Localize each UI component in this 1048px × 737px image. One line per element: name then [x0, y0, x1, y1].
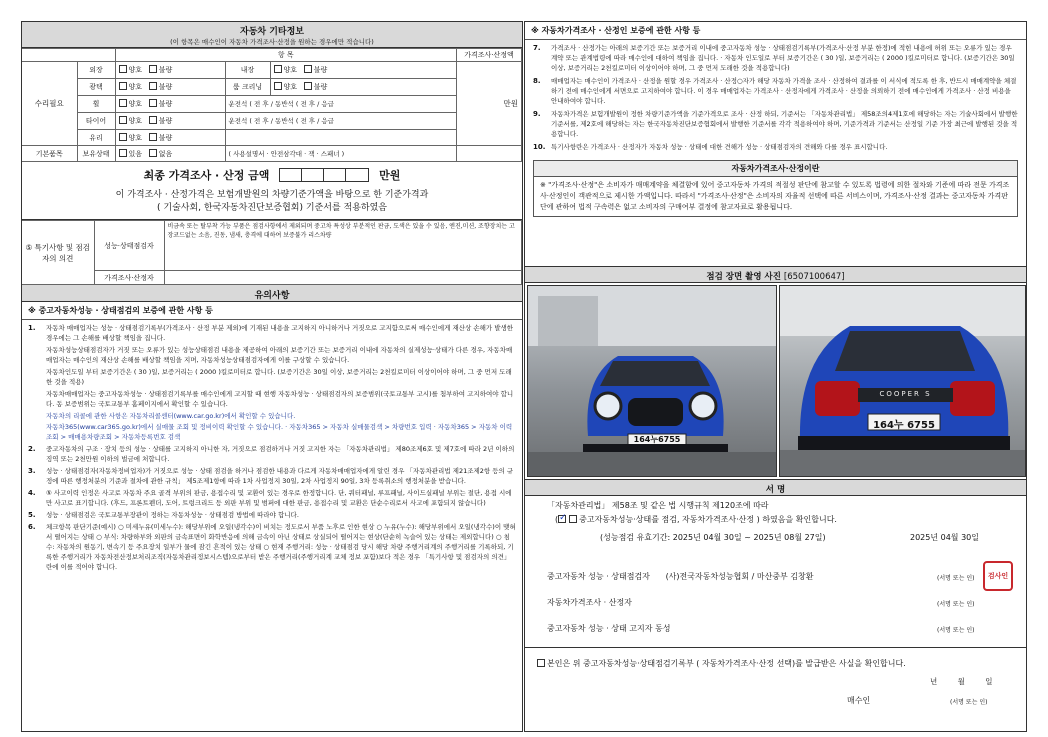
item-number [28, 422, 46, 442]
front-plate: 164누6755 [633, 435, 681, 444]
final-price-unit: 만원 [379, 169, 401, 182]
notice-subheader: ※ 중고자동차성능 · 상태점검의 보증에 관한 사항 등 [22, 302, 522, 320]
item-text: 특기사항란은 가격조사 · 산정자가 자동차 성능 · 상태에 대한 견해가 성능 · 상태점검자의 견해와 다를 경우 표시합니다. [551, 143, 888, 151]
checkbox[interactable] [149, 116, 157, 124]
row-name: 유리 [77, 130, 115, 146]
option-label: 양호 [128, 100, 143, 108]
confirm-text: 중고자동차성능·상태를 점검, 자동차가격조사·산정 ) 하였음을 확인합니다. [579, 515, 837, 524]
option-label: 불량 [158, 133, 173, 142]
row-name: 내장 [225, 62, 270, 79]
item-text: 성능 · 상태점검은 국토교통부장관이 정하는 자동차성능 · 상태점검 방법에 따라야 합니다. [46, 511, 299, 519]
special-notes-table [22, 220, 522, 285]
item-number: 6. [28, 523, 36, 531]
validity-period: (성능점검 유효기간: 2025년 04월 30일 ~ 2025년 08월 27일) [600, 533, 826, 542]
option-label: 양호 [283, 66, 298, 74]
other-info-subtitle: (이 항목은 매수인이 자동차 가격조사·산정을 원하는 경우에만 적습니다) [170, 38, 374, 46]
document-page [21, 21, 1027, 732]
checkbox[interactable] [149, 65, 157, 73]
law-line: 「자동차관리법」 제58조 및 같은 법 시행규칙 제120조에 따라 [547, 501, 769, 510]
option-label: 불량 [158, 83, 173, 91]
item-number [28, 345, 46, 365]
sign-hint: (서명 또는 인) [937, 627, 975, 634]
appraisal-guarantee-header: ※ 자동차가격조사 · 산정인 보증에 관한 사항 등 [525, 22, 1026, 40]
basic-items: ( 사용설명서 · 안전삼각대 · 잭 · 스패너 ) [225, 146, 457, 162]
checkbox[interactable] [119, 99, 127, 107]
basic-label: 기본품목 [22, 146, 77, 162]
buyer-label: 매수인 [847, 696, 871, 705]
sign-hint: (서명 또는 인) [937, 601, 975, 608]
repair-label: 수리필요 [22, 62, 77, 146]
definition-title: 자동차가격조사·산정이란 [534, 161, 1017, 177]
appraisal-checkbox[interactable] [569, 515, 577, 523]
sign-header: 서 명 [525, 479, 1026, 496]
sig-row-inspector [547, 571, 814, 582]
option-label: 불량 [158, 117, 173, 125]
option-label: 불량 [158, 100, 173, 108]
checkbox[interactable] [149, 82, 157, 90]
definition-text: ※ "가격조사·산정"은 소비자가 매매계약을 체결함에 있어 중고자동차 가격의 적절성 판단에 참고할 수 있도록 법령에 의한 절차와 기준에 따라 전문 가격조사·산정인이 객관적으로 제시한 가액입니다. 따라서 "가격조사·산정"은 소비자의 자율적 선택에 따른 서비스이며, 가격조사·산정 결과는 중고자동차 가격판단에 관하여 법적 구속력은 없고 소비자의 구매여부 결정에 참고자료로 활용됩니다. [540, 181, 1010, 211]
brand-lettering: COOPER S [879, 390, 932, 398]
row-name: 외장 [77, 62, 115, 79]
checkbox[interactable] [119, 65, 127, 73]
other-info-title: 자동차 기타정보 [240, 27, 304, 37]
row-name: 보유상태 [77, 146, 115, 162]
appraisal-definition-box [533, 160, 1018, 217]
appraiser-label: 가격조사·산정자 [94, 271, 164, 285]
final-line-1: 이 가격조사 · 산정가격은 보험개발원의 차량기준가액을 바탕으로 한 기준가격과 [115, 190, 429, 200]
option-label: 양호 [128, 83, 143, 91]
item-text: 자동차성능상태점검자가 거짓 또는 오류가 있는 성능상태점검 내용을 제공하여 아래의 보증기간 또는 보증거리 이내에 자동차의 실제성능·상태가 다른 경우, 자동차매매업자는 매수인의 재산상 손해를 배상할 책임을 지며, 자동차성능상태점검자에게 이를 구상할 수 있습니다. [46, 346, 513, 364]
recall-link[interactable]: 자동차의 리콜에 관한 사항은 자동차리콜센터(www.car.go.kr)에서 확인할 수 있습니다. [46, 412, 296, 420]
checkbox[interactable] [149, 99, 157, 107]
right-column [524, 21, 1027, 732]
rear-plate: 164누 6755 [873, 420, 935, 431]
item-number: 4. [28, 489, 36, 497]
appraisal-list [525, 40, 1026, 158]
item-number: 10. [533, 143, 546, 151]
item-number: 8. [533, 77, 541, 85]
list-item [533, 43, 1018, 73]
item-text: 매매업자는 매수인이 가격조사 · 산정을 원할 경우 가격조사 · 산정○자가 해당 자동차 가격을 조사 · 산정하여 결과를 이 서식에 적도록 한 후, 반드시 매매계약을 체결하기 전에 매수인에게 서면으로 고지하여야 합니다. 이 경우 매매업자는 가격조사 · 산정자에게 가격조사 · 산정을 의뢰하기 전에 매수인에게 가격조사 · 산정 비용을 안내하여야 합니다. [551, 77, 1017, 105]
list-item [28, 522, 516, 572]
checkbox[interactable] [274, 65, 282, 73]
option-label: 양호 [128, 117, 143, 125]
item-number [28, 411, 46, 421]
item-text: 자동차인도일 부터 보증기간은 ( 30 )일, 보증거리는 ( 2000 )킬로미터로 합니다. (보증기간은 30일 이상, 보증거리는 2천킬로미터 이상이어야 하며, 그 중 먼저 도래한 것을 적용) [46, 368, 512, 386]
confirm-line: (✓ 중고자동차성능·상태를 점검, 자동차가격조사·산정 ) 하였음을 확인합니다. [555, 514, 837, 525]
list-item [28, 323, 516, 343]
item-number: 9. [533, 110, 541, 118]
item-number: 2. [28, 445, 36, 453]
checkbox[interactable] [304, 82, 312, 90]
item-number: 1. [28, 324, 36, 332]
car-rear-illustration [780, 286, 1026, 477]
sign-hint: (서명 또는 인) [937, 575, 975, 582]
option-label: 불량 [158, 66, 173, 74]
notice-header: 유의사항 [22, 285, 522, 302]
row-name: 광택 [77, 79, 115, 96]
price-head: 가격조사·산정액 [457, 49, 522, 62]
final-price-label: 최종 가격조사 · 산정 금액 [143, 169, 270, 182]
final-line-2: ( 기술사회, 한국자동차진단보증협회) 기준서를 적용하였음 [157, 203, 387, 213]
photo-id: [6507100647] [783, 272, 845, 282]
option-label: 불량 [313, 66, 328, 74]
checkbox[interactable] [304, 65, 312, 73]
row-name: 타이어 [77, 113, 115, 130]
option-label: 있음 [128, 149, 143, 158]
tire-positions: 운전석 ( 전 후 / 동반석 ( 전 후 / 응급 [225, 113, 457, 130]
issue-date: 2025년 04월 30일 [910, 533, 979, 542]
sig-row-appraiser [547, 597, 632, 608]
car-front-illustration [528, 286, 777, 477]
list-item [28, 444, 516, 464]
performance-checkbox[interactable] [558, 515, 566, 523]
checkbox[interactable] [149, 133, 157, 141]
option-label: 양호 [128, 133, 143, 142]
special-label: ⑤ 특기사항 및 점검자의 의견 [22, 221, 94, 285]
man-won-unit: 만원 [457, 62, 522, 146]
item-text: 성능 · 상태점검자(자동차정비업자)가 거짓으로 성능 · 상태 점검을 하거나 점검한 내용과 다르게 자동차매매업자에게 알린 경우 「자동차관리법 제21조제2항 등의 규정에 따른 행정처분의 기준과 절차에 관한 규칙」 제5조제1항에 따라 1차 사업정지 30일, 2차 사업정지 90일, 3차 등록취소의 행정처분을 받습니다. [46, 467, 514, 485]
item-number [28, 389, 46, 409]
list-item [28, 389, 516, 409]
receipt-checkbox[interactable] [537, 659, 545, 667]
list-item [28, 411, 516, 421]
item-text: 체크항목 판단기준(예시) ○ 미세누유(미세누수): 해당부위에 오일(냉각수)이 비치는 정도로서 부품 노후로 인한 현상 ○ 누유(누수): 해당부위에서 오일(냉각수)이 맺혀서 떨어지는 상태 ○ 부식: 차량하부와 외판의 금속표면이 화학반응에 의해 금속이 아닌 상태로 상실되어 떨어지는 현상(단순히 녹슬어 있는 상태는 제외합니다) ○ 침수: 자동차의 원동기, 변속기 등 주요장치 일부가 물에 잠긴 흔적이 있는 상태 ○ 현재 주행거리: 성능 · 상태점검 당시 해당 차량 주행거리계의 주행거리를 기록하되, 기록한 주행거리가 자동차전산정보처리조직(자동차관리정보시스템)으로부터 받은 주행거리(주행거리계 교체 정보 포함)보다 적은 경우 「특기사항 및 점검자의 의견」란에 이를 적어야 합니다. [46, 523, 516, 571]
sig-label: 중고자동차 성능 · 상태점검자 [547, 572, 650, 581]
receipt-line [537, 658, 1017, 669]
option-label: 양호 [283, 83, 298, 91]
notice-list [22, 320, 522, 575]
item-number: 3. [28, 467, 36, 475]
option-label: 불량 [313, 83, 328, 91]
sig-label: 중고자동차 성능 · 상태 고지자 동성 [547, 624, 671, 633]
item-text: 가격조사 · 산정가는 아래의 보증기간 또는 보증거리 이내에 중고자동차 성능 · 상태점검기록부(가격조사·산정 부분 한정)에 적힌 내용에 허위 또는 오류가 있는 경우 계약 또는 관계법령에 따라 매수인에 대하여 책임을 집니다. · 자동차 인도일로 부터 보증기간은 ( 30 )일, 보증거리는 ( 2000 )킬로미터로 합니다. (보증기간은 30일 이상, 보증거리는 2천킬로미터 이상이어야 하며, 그 중 먼저 도래한 것을 적용합니다) [551, 44, 1015, 72]
row-name: 휠 [77, 96, 115, 113]
receipt-date: 년 월 일 [930, 677, 993, 686]
checkbox[interactable] [119, 82, 127, 90]
special-text: 비금속 또는 탈부착 가능 부품은 점검사항에서 제외되며 중고차 특성상 부분적인 판금, 도색은 있을 수 있음, 엔진,미션, 조향장치는 고장코드없는 소음, 진동, 냄새, 충격에 대하여 보증불가 리스차량 [164, 221, 522, 271]
photo-header [525, 266, 1026, 283]
buyer-sign-hint: (서명 또는 인) [950, 699, 988, 706]
divider [525, 647, 1026, 648]
receipt-text: 본인은 위 중고자동차성능·상태점검기록부 ( 자동차가격조사·산정 선택)를 발급받은 사실을 확인합니다. [547, 659, 906, 668]
list-item [28, 367, 516, 387]
sig-label: 자동차가격조사 · 산정자 [547, 598, 632, 607]
item-head: 항 목 [115, 49, 457, 62]
list-item [28, 510, 516, 520]
item-number [28, 367, 46, 387]
list-item [28, 466, 516, 486]
rear-car-photo [779, 285, 1026, 477]
left-column [21, 21, 523, 732]
item-text: ⑤ 사고이력 인정은 사고로 자동차 주요 골격 부위의 판금, 용접수리 및 교환이 있는 경우로 한정합니다. 단, 쿼터패널, 루프패널, 사이드실패널 부위는 절단, 용접 시에만 사고로 표기합니다. (후드, 프론트펜더, 도어, 트렁크리드 등 외판 부위 및 범퍼에 대한 판금, 용접수리 및 교환은 단순수리로서 사고에 포함되지 않습니다) [46, 489, 512, 507]
car365-link[interactable]: 자동차365(www.car365.go.kr)에서 실매물 조회 및 정비이력 확인할 수 있습니다. · 자동차365 > 자동차 실매물검색 > 차량번호 입력 · 자동차365 > 자동차 이력조회 > 매매용차량조회 > 자동차등록번호 검색 [46, 423, 513, 441]
item-number: 5. [28, 511, 36, 519]
option-label: 없음 [158, 149, 173, 158]
other-info-table [22, 48, 522, 162]
item-text: 자동차가격은 보험개발원이 정한 차량기준가액을 기준가격으로 조사 · 산정 하되, 기준서는 「자동차관리법」 제58조의4제1호에 해당하는 자는 기술사회에서 발행한 기준서를, 제2호에 해당하는 자는 한국자동차진단보증협회에서 발행한 기준서를 각각 적용하여야 하며, 기준가격과 기준서는 산정일 기준 가장 최근에 발행된 것을 적용합니다. [551, 110, 1018, 138]
item-number: 7. [533, 44, 541, 52]
price-input-boxes[interactable] [279, 168, 369, 182]
checkbox[interactable] [274, 82, 282, 90]
item-text: 자동차 매매업자는 성능 · 상태점검기록부(가격조사 · 산정 부분 제외)에 기재된 내용을 고지하지 아니하거나 거짓으로 고지함으로써 매수인에게 재산상 손해가 발생한 경우에는 그 손해를 배상할 책임을 집니다. [46, 324, 514, 342]
other-info-header [22, 22, 522, 48]
inspector-label: 성능·상태점검자 [94, 221, 164, 271]
list-item [533, 76, 1018, 106]
list-item [28, 422, 516, 442]
option-label: 양호 [128, 66, 143, 74]
inspector-seal [983, 561, 1013, 591]
row-name: 룸 크리닝 [225, 79, 270, 96]
checkbox[interactable] [119, 133, 127, 141]
inspector-name: (사)전국자동차성능협회 / 마산중부 김창환 [665, 572, 814, 581]
front-car-photo [527, 285, 777, 477]
photo-title: 점검 장면 촬영 사진 [706, 272, 781, 282]
item-text: 자동차매매업자는 중고자동차성능 · 상태점검기록부를 매수인에게 고지할 때 현행 자동차성능 · 상태점검자의 보증범위(국토교통부 고시)를 첨부하여 고지하여야 합니다. 동 보증범위는 국토교통부 홈페이지에서 확인할 수 있습니다. [46, 390, 514, 408]
seal-text: 검사인 [987, 572, 1009, 580]
list-item [533, 142, 1018, 152]
checkbox[interactable] [119, 149, 127, 157]
item-text: 중고자동차의 구조 · 장치 등의 성능 · 상태를 고지하지 아니한 자, 거짓으로 점검하거나 거짓 고지한 자는 「자동차관리법」 제80조제6호 및 제7호에 따라 2년 이하의 징역 또는 2천만원 이하의 벌금에 처합니다. [46, 445, 515, 463]
list-item [533, 109, 1018, 139]
final-price-section [22, 162, 522, 220]
sig-row-notifier [547, 623, 670, 634]
checkbox[interactable] [149, 149, 157, 157]
list-item [28, 488, 516, 508]
checkbox[interactable] [119, 116, 127, 124]
wheel-positions: 운전석 ( 전 후 / 동반석 ( 전 후 / 응급 [225, 96, 457, 113]
list-item [28, 345, 516, 365]
